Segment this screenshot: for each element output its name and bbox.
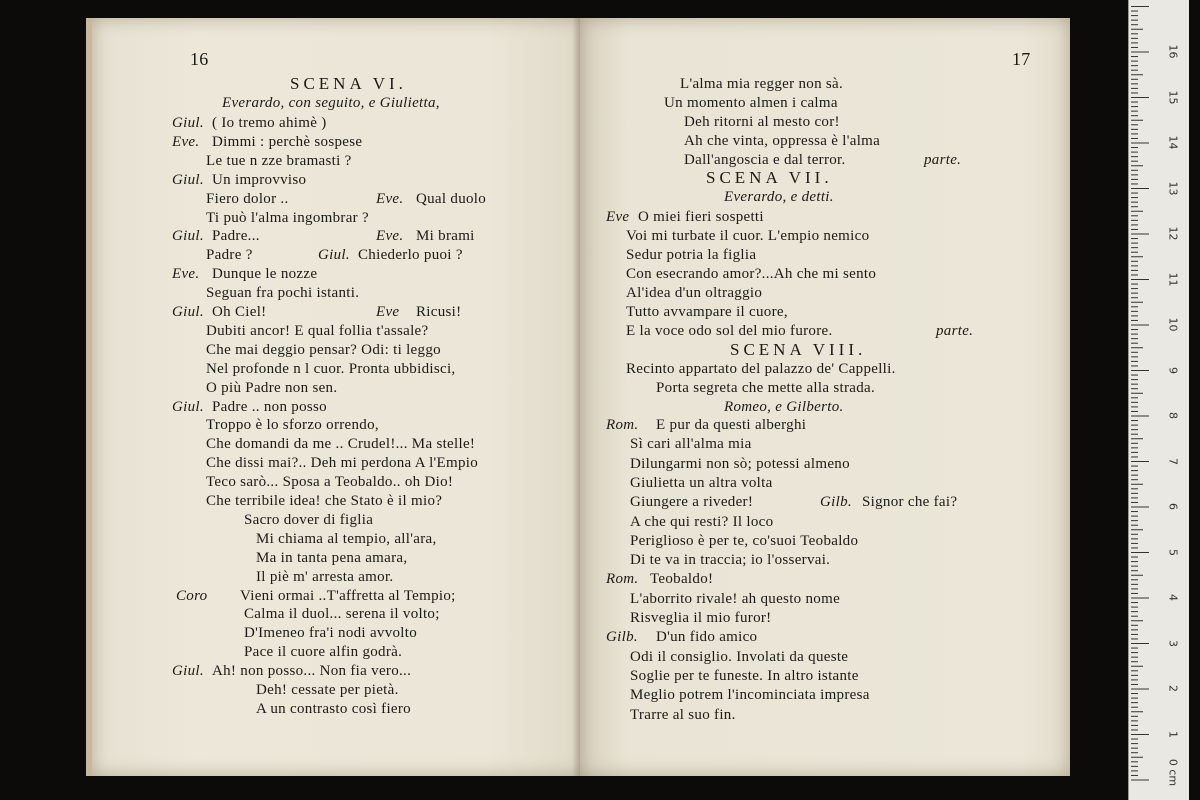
verse-line-inline: Signor che fai?	[862, 494, 958, 511]
verse-line: Deh ritorni al mesto cor!	[684, 114, 840, 130]
speaker-label: Giul.	[172, 228, 204, 245]
verse-line: Dilungarmi non sò; potessi almeno	[630, 455, 850, 472]
speaker-label-inline: Eve.	[376, 190, 404, 207]
verse-line: Odi il consiglio. Involati da queste	[630, 648, 849, 665]
verse-line: A che qui resti? Il loco	[630, 513, 774, 530]
verse-line: Con esecrando amor?...Ah che mi sento	[626, 266, 877, 282]
speaker-label: Giul.	[172, 115, 204, 131]
speaker-label: Eve.	[172, 133, 200, 150]
verse-line: Voi mi turbate il cuor. L'empio nemico	[626, 228, 870, 244]
left-page	[86, 18, 586, 776]
scene-setting-line-2: Porta segreta che mette alla strada.	[656, 380, 876, 396]
verse-line: Troppo è lo sforzo orrendo,	[206, 417, 379, 434]
ruler-number: 16	[1166, 44, 1180, 59]
verse-line: Che dissi mai?.. Deh mi perdona A l'Empio	[206, 455, 479, 472]
speaker-label: Giul.	[172, 398, 204, 415]
ruler-number: 12	[1166, 226, 1180, 241]
ruler-number: 1	[1166, 730, 1180, 738]
verse-line: Giulietta un altra volta	[630, 474, 773, 491]
verse-line: E pur da questi alberghi	[656, 417, 807, 433]
verse-line: Deh! cessate per pietà.	[256, 682, 399, 698]
verse-line: Un momento almen i calma	[664, 95, 838, 111]
speaker-label-inline: Eve.	[376, 228, 404, 245]
verse-line: Ma in tanta pena amara,	[256, 549, 408, 566]
scene-subtitle-vii: Everardo, e detti.	[724, 189, 834, 205]
verse-line: Che domandi da me .. Crudel!... Ma stelle!	[206, 436, 476, 453]
verse-line: Periglioso è per te, co'suoi Teobaldo	[630, 532, 859, 549]
verse-line: Seguan fra pochi istanti.	[206, 285, 360, 302]
verse-line: Sedur potria la figlia	[626, 247, 757, 263]
verse-line: Sacro dover di figlia	[244, 511, 374, 528]
verse-line: Padre ?	[206, 247, 253, 264]
ruler-number: 10	[1166, 317, 1180, 332]
speaker-label: Giul.	[172, 663, 204, 680]
verse-line: Pace il cuore alfin godrà.	[244, 644, 403, 661]
ruler-number: 13	[1166, 181, 1180, 195]
verse-line: L'alma mia regger non sà.	[680, 76, 844, 92]
verse-line: Teco sarò... Sposa a Teobaldo.. oh Dio!	[206, 474, 454, 491]
scene-setting-line-1: Recinto appartato del palazzo de' Cappelli.	[626, 361, 896, 377]
scene-subtitle-vi: Everardo, con seguito, e Giulietta,	[222, 95, 440, 111]
page-number-left: 16	[190, 49, 209, 69]
ruler-unit-label: 0 cm	[1166, 758, 1180, 787]
right-page	[580, 18, 1070, 776]
verse-line: Nel profonde n l cuor. Pronta ubbidisci,	[206, 360, 456, 377]
speaker-label: Coro	[176, 587, 208, 604]
speaker-eve: Eve	[606, 209, 630, 225]
ruler-number: 7	[1166, 457, 1180, 465]
exit-direction-2: parte.	[936, 323, 974, 339]
verse-line: Calma il duol... serena il volto;	[244, 606, 440, 623]
open-book	[86, 18, 1070, 776]
speaker-label-inline: Gilb.	[820, 494, 852, 511]
speaker-label-inline: Giul.	[318, 247, 350, 264]
verse-line-inline: Qual duolo	[416, 190, 487, 207]
scene-subtitle-viii: Romeo, e Gilberto.	[724, 399, 844, 415]
ruler-number: 14	[1166, 135, 1180, 150]
scene-heading-vi: SCENA VI.	[290, 74, 407, 93]
verse-line: Il piè m' arresta amor.	[256, 568, 394, 585]
verse-line: D'un fido amico	[656, 629, 758, 646]
verse-line: Meglio potrem l'incominciata impresa	[630, 687, 870, 704]
verse-line: Oh Ciel!	[212, 304, 267, 320]
verse-line: Un improvviso	[212, 171, 307, 188]
ruler-number: 15	[1166, 90, 1180, 104]
speaker-label-inline: Eve	[376, 304, 400, 320]
measuring-ruler	[1128, 0, 1189, 800]
verse-line: Ah che vinta, oppressa è l'alma	[684, 133, 881, 149]
ruler-number: 9	[1166, 366, 1180, 374]
verse-line: Sì cari all'alma mia	[630, 436, 752, 453]
verse-line: Ah! non posso... Non fia vero...	[212, 663, 412, 680]
verse-line: O miei fieri sospetti	[638, 209, 764, 225]
verse-line: Che mai deggio pensar? Odi: ti leggo	[206, 341, 441, 358]
verse-line: D'Imeneo fra'i nodi avvolto	[244, 625, 418, 642]
verse-line: Teobaldo!	[650, 571, 714, 588]
verse-line: Padre .. non posso	[212, 398, 327, 415]
verse-line-inline: Ricusi!	[416, 304, 462, 320]
verse-line: Mi chiama al tempio, all'ara,	[256, 530, 437, 547]
speaker-label: Rom.	[606, 571, 639, 588]
verse-line: Di te va in traccia; io l'osservai.	[630, 552, 831, 569]
verse-line: Al'idea d'un oltraggio	[626, 285, 763, 301]
page-number-right: 17	[1012, 49, 1031, 69]
verse-line: Dubiti ancor! E qual follia t'assale?	[206, 322, 429, 339]
verse-line: Dimmi : perchè sospese	[212, 133, 363, 150]
verse-line: O più Padre non sen.	[206, 379, 338, 396]
ruler-number: 5	[1166, 548, 1180, 556]
ruler-number: 8	[1166, 412, 1180, 419]
verse-line: Fiero dolor ..	[206, 190, 289, 207]
verse-line: A un contrasto così fiero	[256, 700, 411, 717]
speaker-label: Giul.	[172, 304, 204, 320]
speaker-label: Giul.	[172, 171, 204, 188]
verse-line: Le tue n zze bramasti ?	[206, 152, 352, 169]
speaker-label: Gilb.	[606, 629, 638, 646]
verse-line: Trarre al suo fin.	[630, 706, 736, 723]
scene-heading-vii: SCENA VII.	[706, 168, 833, 187]
verse-line: Giungere a riveder!	[630, 494, 754, 511]
verse-line: Vieni ormai ..T'affretta al Tempio;	[240, 587, 456, 604]
ruler-number: 2	[1166, 685, 1180, 692]
verse-line: Che terribile idea! che Stato è il mio?	[206, 493, 443, 509]
verse-line: Tutto avvampare il cuore,	[626, 304, 788, 320]
verse-line-inline: Chiederlo puoi ?	[358, 247, 463, 264]
exit-direction-1: parte.	[924, 152, 962, 168]
verse-line: Ti può l'alma ingombrar ?	[206, 209, 369, 226]
verse-line: Dall'angoscia e dal terror.	[684, 152, 846, 168]
ruler-ticks	[1129, 0, 1189, 800]
verse-line: Dunque le nozze	[212, 266, 318, 283]
verse-line: Padre...	[212, 228, 260, 245]
speaker-label: Rom.	[606, 417, 639, 433]
ruler-number: 6	[1166, 503, 1180, 510]
verse-line-inline: Mi brami	[416, 228, 475, 245]
verse-line: L'aborrito rivale! ah questo nome	[630, 590, 841, 607]
ruler-number: 11	[1166, 272, 1180, 286]
verse-line: E la voce odo sol del mio furore.	[626, 323, 833, 339]
scene-heading-viii: SCENA VIII.	[730, 340, 867, 359]
verse-line: Soglie per te funeste. In altro istante	[630, 667, 859, 684]
verse-line: Risveglia il mio furor!	[630, 610, 772, 626]
ruler-number: 3	[1166, 639, 1180, 647]
ruler-number: 4	[1166, 594, 1180, 601]
speaker-label: Eve.	[172, 266, 200, 283]
verse-line: ( Io tremo ahimè )	[212, 115, 327, 131]
